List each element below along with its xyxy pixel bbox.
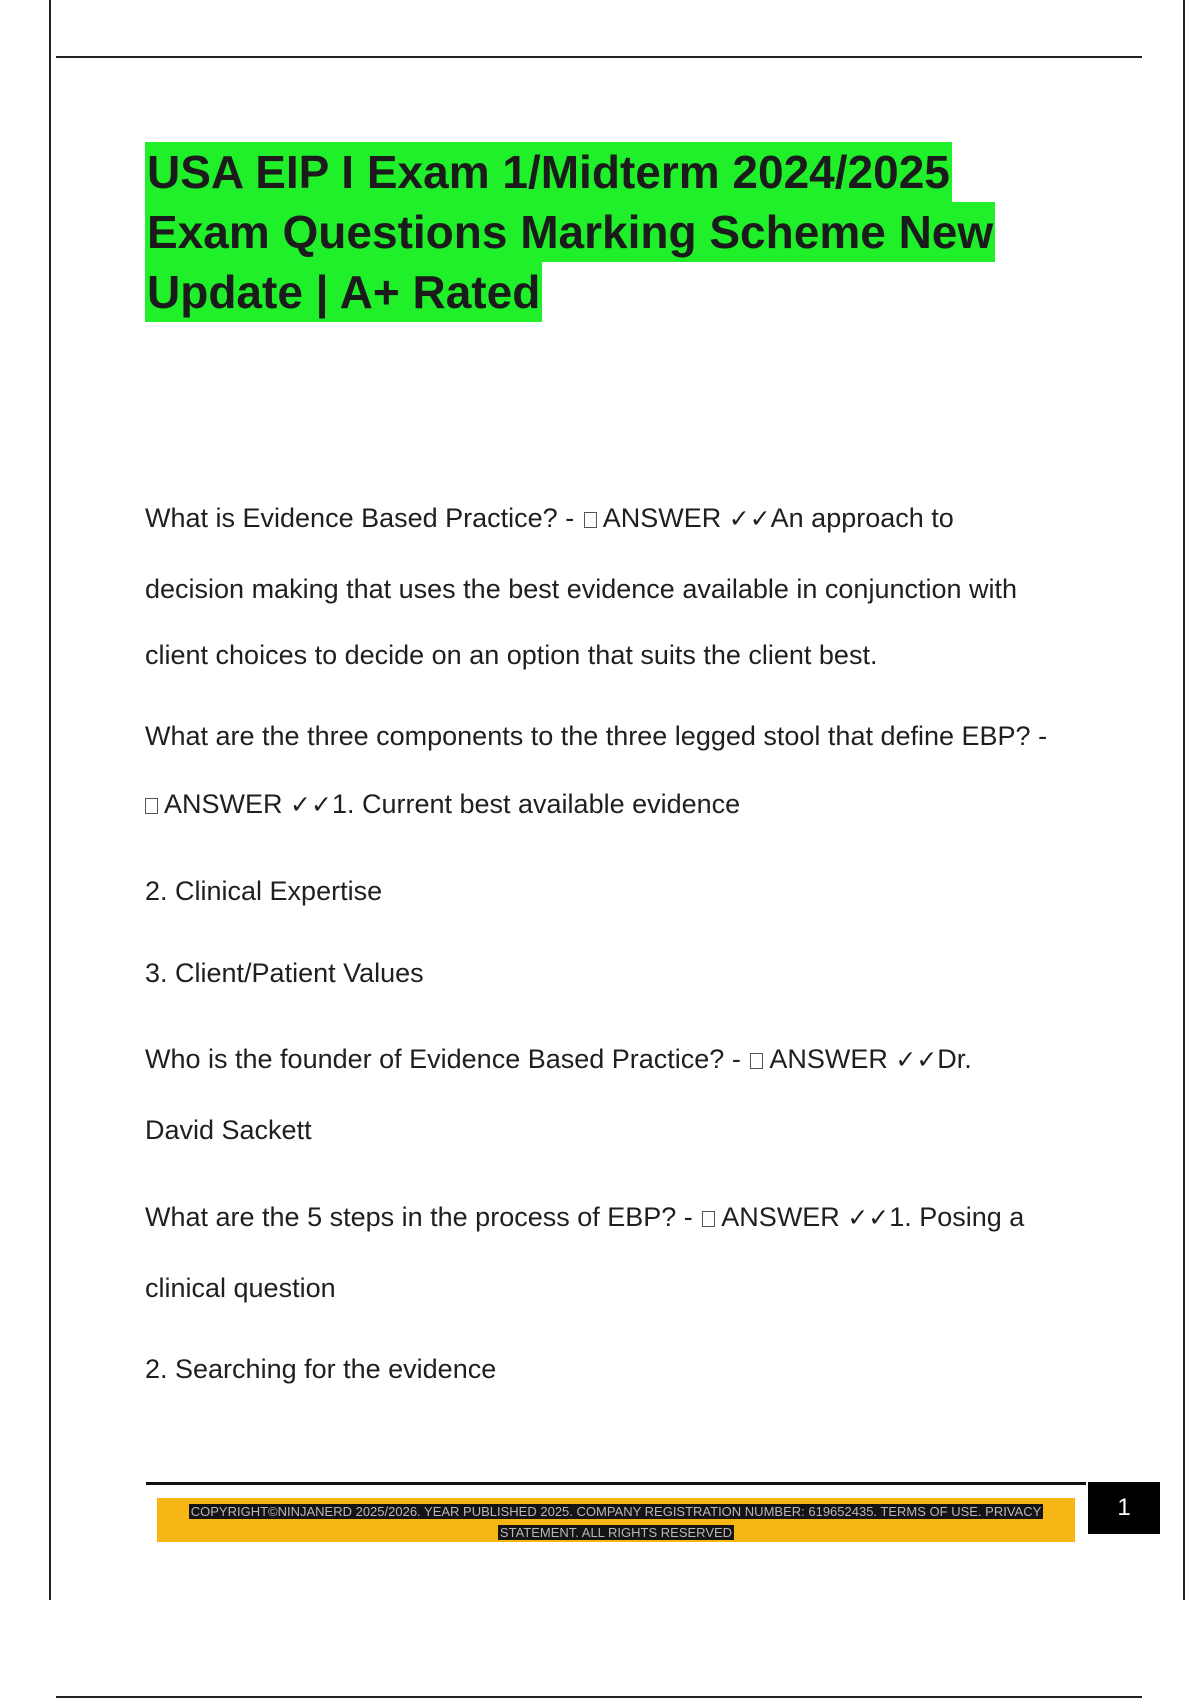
- q3-answer-start: Dr.: [937, 1044, 972, 1074]
- q2-line-2: [145, 789, 1105, 820]
- footer-line-1: COPYRIGHT©NINJANERD 2025/2026. YEAR PUBLISHED 2025. COMPANY REGISTRATION NUMBER: 619652435. TERMS OF USE. PRIVACY: [190, 1504, 1042, 1519]
- missing-glyph-icon: [145, 798, 158, 814]
- q3-question: Who is the founder of Evidence Based Practice? -: [145, 1044, 741, 1074]
- missing-glyph-icon: [750, 1053, 763, 1069]
- q4-line-2: clinical question: [145, 1273, 336, 1303]
- q1-question: What is Evidence Based Practice? -: [145, 503, 575, 533]
- check-marks-icon: ✓✓: [728, 504, 771, 533]
- footer-line-2: STATEMENT. ALL RIGHTS RESERVED: [499, 1525, 733, 1540]
- q2-item-3: 3. Client/Patient Values: [145, 958, 424, 988]
- footer-divider: [146, 1482, 1086, 1485]
- check-marks-icon: ✓✓: [847, 1203, 890, 1232]
- q3-line-2: David Sackett: [145, 1115, 312, 1145]
- page-number: 1: [1088, 1482, 1160, 1534]
- answer-label: ANSWER: [602, 503, 722, 533]
- q1-line-1: [145, 503, 1105, 534]
- q4-question: What are the 5 steps in the process of EBP? -: [145, 1202, 693, 1232]
- missing-glyph-icon: [584, 512, 597, 528]
- check-marks-icon: ✓✓: [895, 1045, 938, 1074]
- q2-answer-start: 1. Current best available evidence: [331, 789, 741, 819]
- q1-line-3: client choices to decide on an option that suits the client best.: [145, 640, 878, 670]
- missing-glyph-icon: [702, 1211, 715, 1227]
- document-title: [145, 142, 1045, 322]
- q2-item-2: 2. Clinical Expertise: [145, 876, 383, 906]
- q1-line-2: decision making that uses the best evidence available in conjunction with: [145, 574, 1018, 604]
- page-right-border: [1183, 0, 1185, 1600]
- answer-label: ANSWER: [721, 1202, 840, 1232]
- title-line-2: Exam Questions Marking Scheme New: [145, 202, 995, 262]
- check-marks-icon: ✓✓: [290, 790, 332, 819]
- q4-answer-start: 1. Posing a: [889, 1202, 1025, 1232]
- answer-label: ANSWER: [164, 789, 283, 819]
- page-left-border: [49, 0, 51, 1600]
- q4-item-2: 2. Searching for the evidence: [145, 1354, 497, 1384]
- q4-line-1: [145, 1202, 1105, 1233]
- title-line-1: USA EIP I Exam 1/Midterm 2024/2025: [145, 142, 952, 202]
- q3-line-1: [145, 1044, 1105, 1075]
- answer-label: ANSWER: [769, 1044, 888, 1074]
- top-divider: [56, 56, 1142, 58]
- title-line-3: Update | A+ Rated: [145, 262, 542, 322]
- q1-answer-start: An approach to: [770, 503, 954, 533]
- bottom-divider: [56, 1696, 1142, 1698]
- q2-line-1: What are the three components to the three legged stool that define EBP? -: [145, 721, 1048, 751]
- footer-copyright-text: [157, 1501, 1075, 1543]
